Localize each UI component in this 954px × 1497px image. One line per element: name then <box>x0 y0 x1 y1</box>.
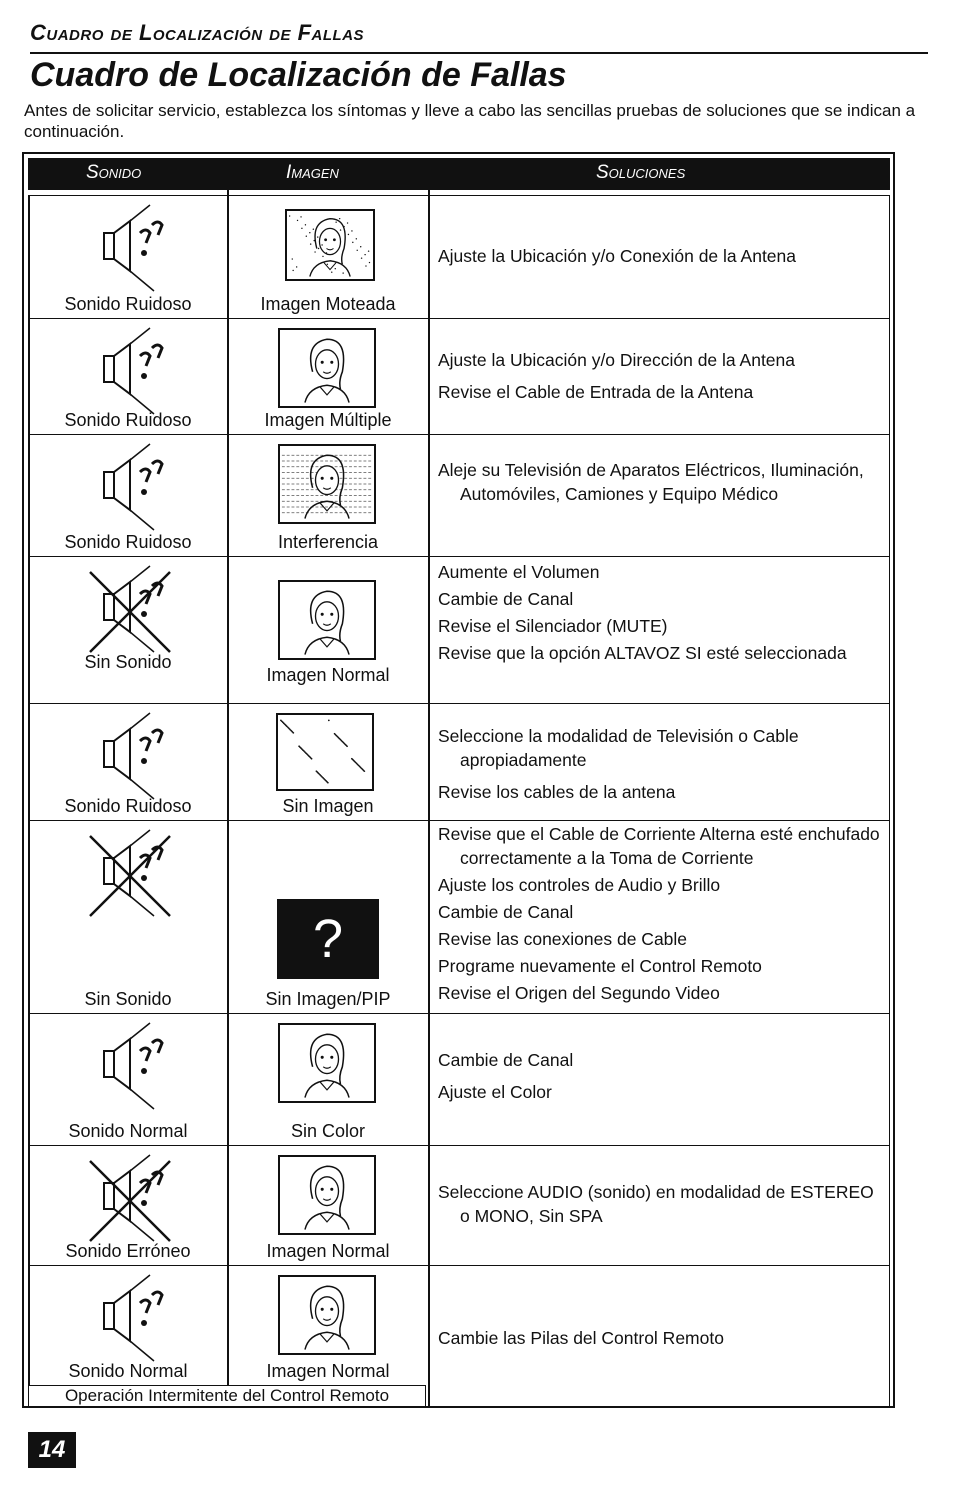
table-row-divider <box>28 434 890 435</box>
solution-item: Revise el Origen del Segundo Video <box>438 983 720 1003</box>
speaker-icon <box>82 203 192 303</box>
table-row-divider <box>28 820 890 821</box>
solutions-list <box>438 1180 884 1236</box>
table-row-divider <box>28 703 890 704</box>
image-label: Sin Color <box>290 1121 366 1141</box>
tv-picture-icon <box>278 328 376 408</box>
image-label: Imagen Moteada <box>260 294 396 314</box>
section-header: Cuadro de Localización de Fallas <box>30 20 928 54</box>
image-label: Sin Imagen <box>282 796 374 816</box>
sound-label: Sin Sonido <box>84 652 172 672</box>
tv-picture-icon <box>278 1155 376 1235</box>
solution-item: Cambie de Canal <box>438 589 574 609</box>
image-label: Imagen Normal <box>266 665 390 685</box>
no-picture-question-icon: ? <box>277 899 379 979</box>
tv-picture-icon <box>278 1023 376 1103</box>
table-row-divider <box>28 1013 890 1014</box>
snow-screen-icon <box>276 713 374 791</box>
column-divider <box>227 190 229 1386</box>
sound-label: Sonido Ruidoso <box>64 410 192 430</box>
solution-item: Revise las conexiones de Cable <box>438 929 688 949</box>
interference-screen-icon <box>278 444 376 524</box>
speaker-icon <box>82 1273 192 1373</box>
table-header <box>28 158 890 190</box>
col-header-sound: Sonido <box>86 162 142 183</box>
solution-item: Seleccione la modalidad de Televisión o Cable apropiadamente <box>438 726 799 770</box>
image-label: Sin Imagen/PIP <box>265 989 391 1009</box>
solution-item: Revise que la opción ALTAVOZ SI esté seleccionada <box>438 643 847 663</box>
solution-item: Seleccione AUDIO (sonido) en modalidad de ESTEREO o MONO, Sin SPA <box>438 1182 874 1226</box>
solution-item: Ajuste la Ubicación y/o Conexión de la Antena <box>438 246 797 266</box>
sound-label: Sin Sonido <box>84 989 172 1009</box>
image-label: Imagen Múltiple <box>264 410 392 430</box>
sound-label: Sonido Erróneo <box>65 1241 191 1261</box>
table-row-divider <box>28 556 890 557</box>
muted-speaker-icon <box>82 828 192 928</box>
sound-label: Sonido Normal <box>68 1121 188 1141</box>
solution-item: Revise que el Cable de Corriente Alterna esté enchufado correctamente a la Toma de Corriente <box>438 824 880 868</box>
solution-item: Ajuste la Ubicación y/o Dirección de la Antena <box>438 350 796 370</box>
solution-item: Cambie de Canal <box>438 1050 574 1070</box>
solution-item: Aleje su Televisión de Aparatos Eléctricos, Iluminación, Automóviles, Camiones y Equipo Médico <box>438 460 864 504</box>
image-label: Imagen Normal <box>266 1241 390 1261</box>
solution-item: Programe nuevamente el Control Remoto <box>438 956 762 976</box>
solutions-list <box>438 1048 884 1112</box>
table-row-divider <box>28 1145 890 1146</box>
solution-item: Revise los cables de la antena <box>438 782 676 802</box>
page-number: 14 <box>28 1432 76 1468</box>
solutions-list <box>438 348 884 412</box>
image-label: Interferencia <box>277 532 379 552</box>
col-header-solutions: Soluciones <box>596 162 686 183</box>
table-row-divider <box>28 1265 890 1266</box>
solutions-list <box>438 1326 884 1358</box>
wrong-sound-speaker-icon <box>82 1153 192 1253</box>
tv-picture-icon <box>278 580 376 660</box>
solution-item: Ajuste el Color <box>438 1082 552 1102</box>
sound-label: Sonido Ruidoso <box>64 796 192 816</box>
solutions-list <box>438 458 884 514</box>
column-divider <box>428 190 430 1407</box>
solution-item: Aumente el Volumen <box>438 562 600 582</box>
solution-item: Ajuste los controles de Audio y Brillo <box>438 875 721 895</box>
solutions-list <box>438 822 884 1008</box>
sound-label: Sonido Ruidoso <box>64 532 192 552</box>
speaker-icon <box>82 1021 192 1121</box>
solutions-list <box>438 560 884 668</box>
footnote: Operación Intermitente del Control Remoto <box>28 1385 426 1407</box>
solution-item: Revise el Silenciador (MUTE) <box>438 616 668 636</box>
muted-speaker-icon <box>82 564 192 664</box>
table-row-divider <box>28 195 890 196</box>
speaker-icon <box>82 442 192 542</box>
col-header-image: Imagen <box>286 162 339 183</box>
sound-label: Sonido Normal <box>68 1361 188 1381</box>
solution-item: Cambie de Canal <box>438 902 574 922</box>
speckled-screen-icon <box>285 209 375 281</box>
solutions-list <box>438 724 884 812</box>
solution-item: Revise el Cable de Entrada de la Antena <box>438 382 754 402</box>
intro-text: Antes de solicitar servicio, establezca los síntomas y lleve a cabo las sencillas pruebas de soluciones que se indican a continuación. <box>24 101 916 141</box>
table-row-divider <box>28 318 890 319</box>
solutions-list <box>438 244 884 276</box>
image-label: Imagen Normal <box>266 1361 390 1381</box>
sound-label: Sonido Ruidoso <box>64 294 192 314</box>
solution-item: Cambie las Pilas del Control Remoto <box>438 1328 724 1348</box>
tv-picture-icon <box>278 1275 376 1355</box>
page-title: Cuadro de Localización de Fallas <box>30 56 567 94</box>
